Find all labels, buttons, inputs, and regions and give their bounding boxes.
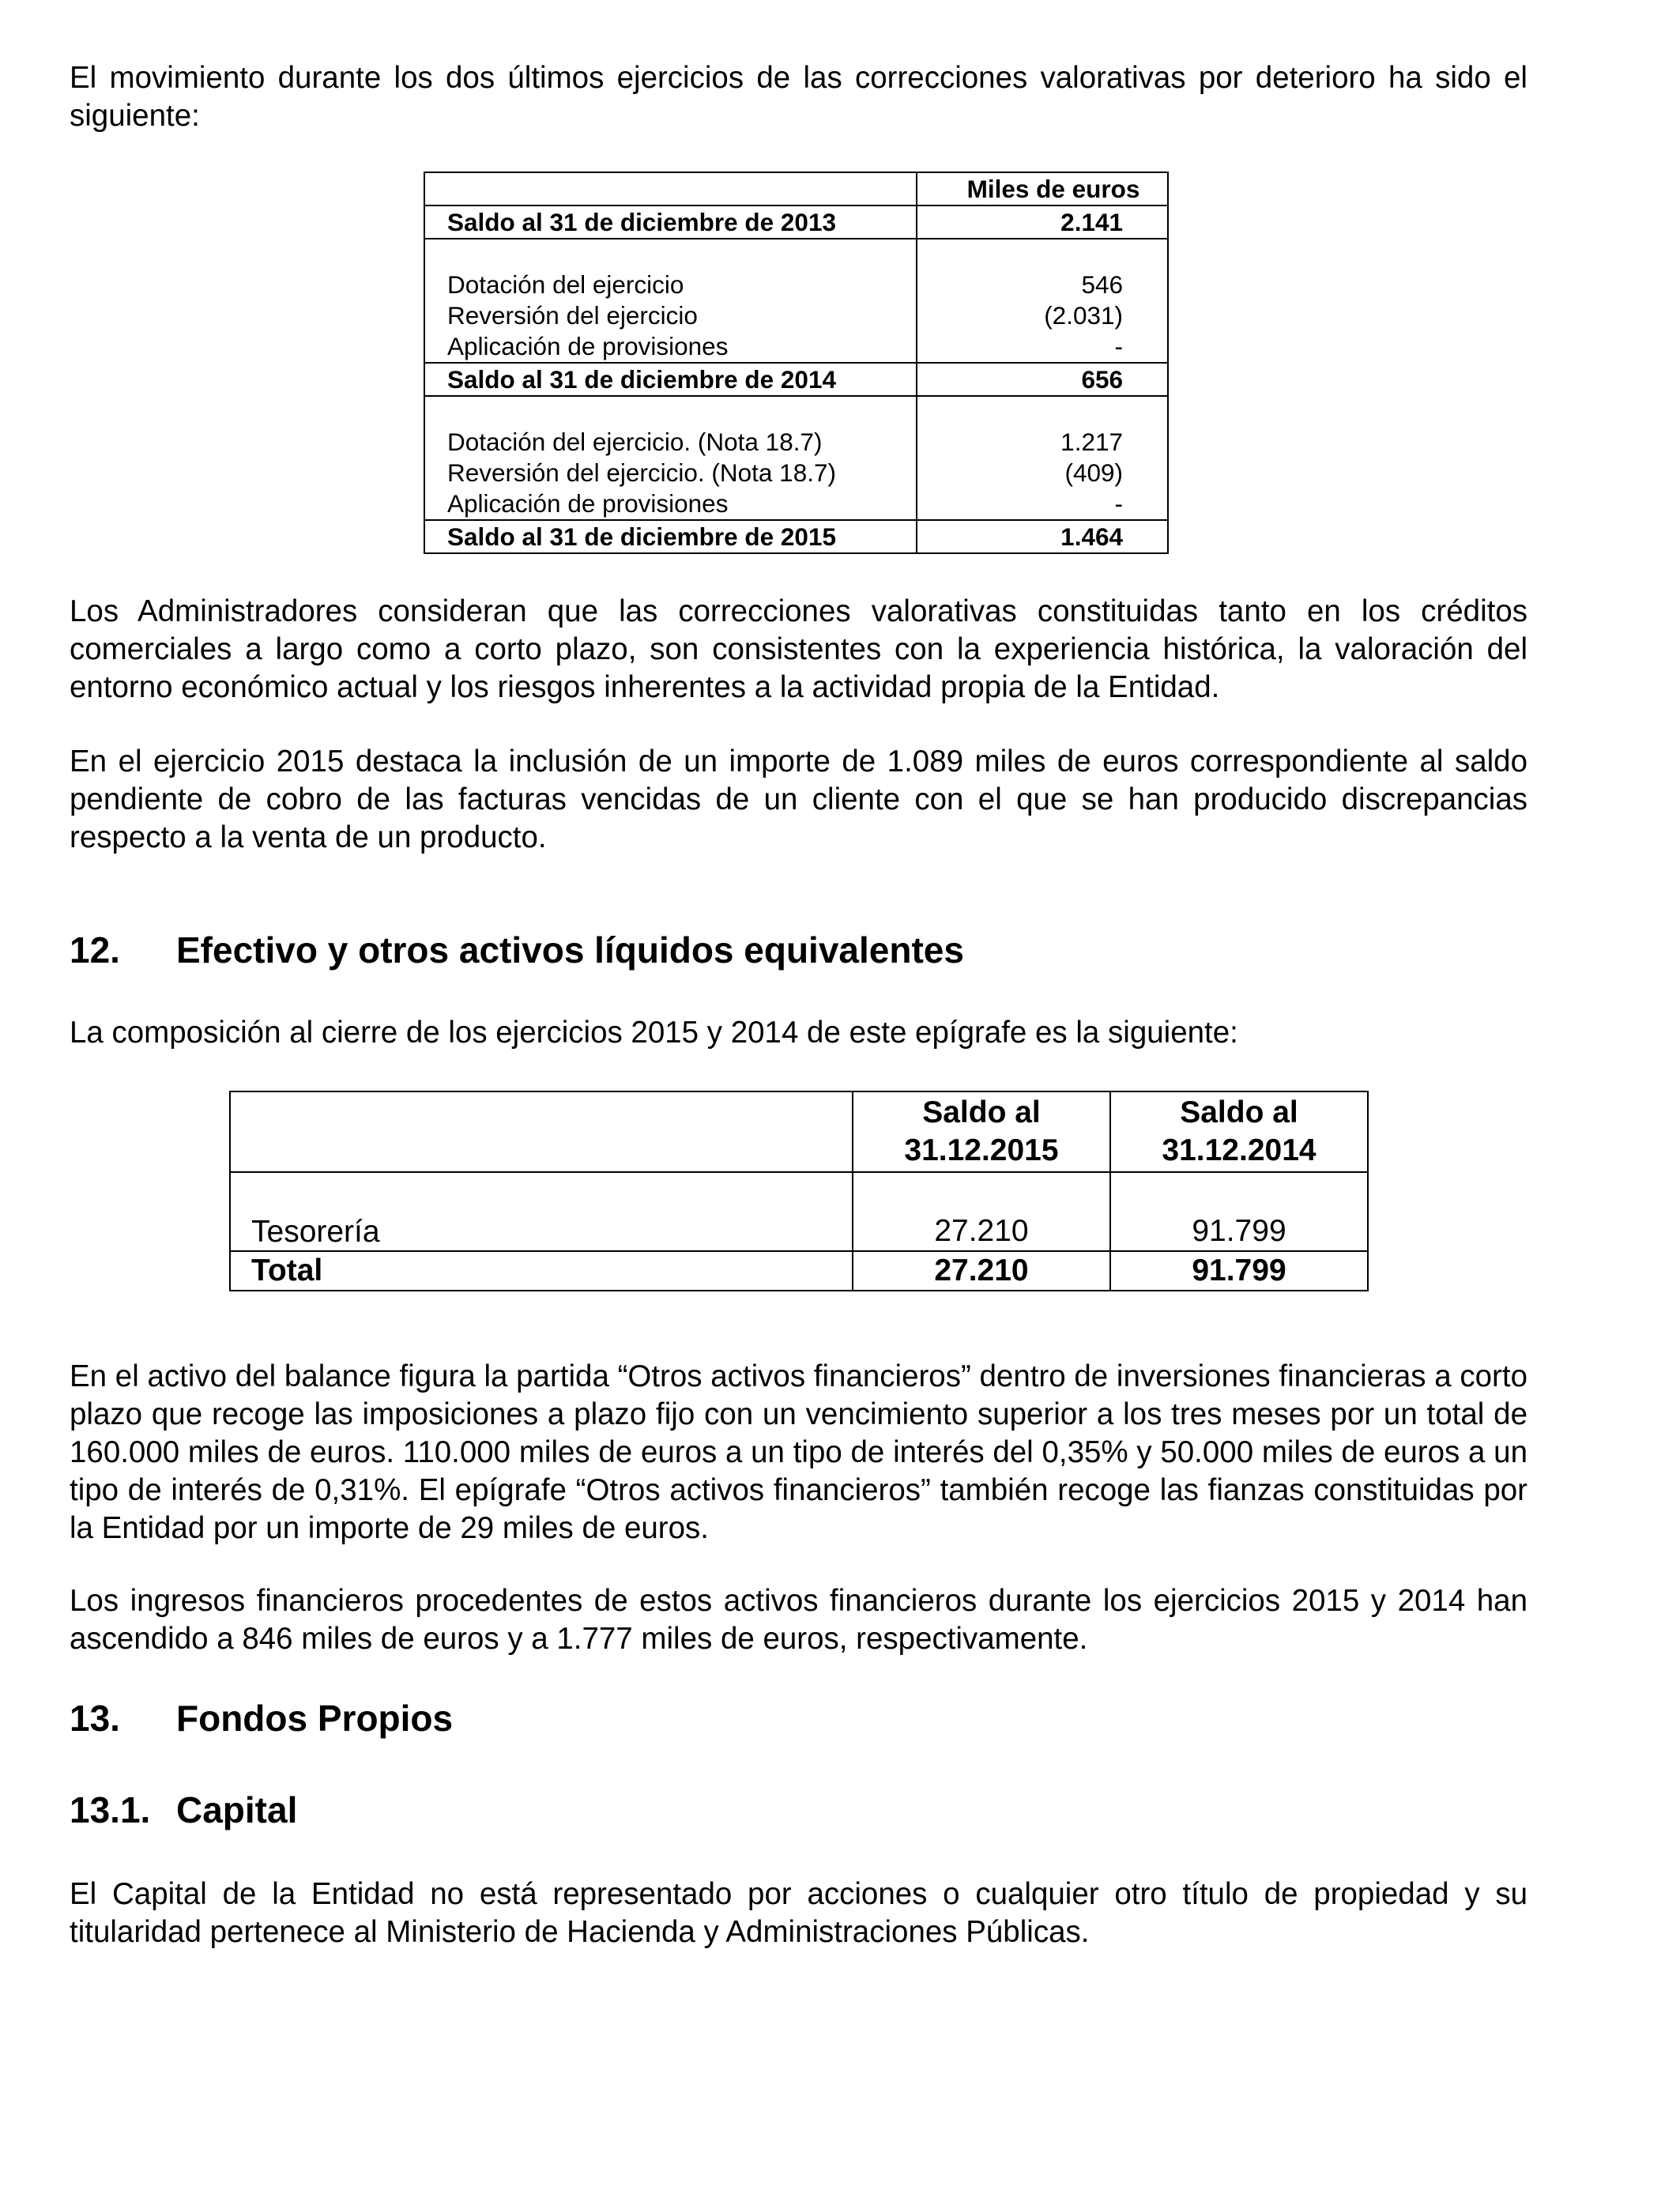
- table1-row-value: 546: [917, 270, 1168, 300]
- table1-row-value: 1.464: [917, 520, 1168, 553]
- section-title: Capital: [176, 1789, 298, 1830]
- cash-equivalents-table: [229, 1091, 1369, 1291]
- exercise-2015-paragraph: En el ejercicio 2015 destaca la inclusión de un importe de 1.089 miles de euros correspondiente al saldo pendiente de cobro de las facturas vencidas de un cliente con el que se han producido discrepancias respecto a la venta de un producto.: [70, 745, 1527, 854]
- section-number: 13.1.: [70, 1789, 151, 1830]
- table2-total-label: Total: [230, 1251, 853, 1291]
- section-number: 12.: [70, 929, 120, 971]
- section-title: Fondos Propios: [176, 1698, 454, 1739]
- table2-total-2015: 27.210: [853, 1251, 1110, 1291]
- intro-paragraph: El movimiento durante los dos últimos ejercicios de las correcciones valorativas por deterioro ha sido el siguiente:: [70, 61, 1527, 133]
- table1-row-value: 2.141: [917, 205, 1168, 239]
- header-line: 31.12.2015: [904, 1133, 1059, 1167]
- table2-header-2015: [853, 1091, 1110, 1172]
- table1-row-label: Saldo al 31 de diciembre de 2014: [424, 363, 917, 396]
- table2-row-value-2014: 91.799: [1110, 1172, 1368, 1251]
- composition-paragraph: La composición al cierre de los ejercicios 2015 y 2014 de este epígrafe es la siguiente:: [70, 1016, 1238, 1050]
- table1-row-label: Dotación del ejercicio. (Nota 18.7): [424, 427, 917, 458]
- section-13-1-heading: [70, 1788, 297, 1832]
- table1-row-label: Reversión del ejercicio. (Nota 18.7): [424, 458, 917, 488]
- table2-total-2014: 91.799: [1110, 1251, 1368, 1291]
- table1-row-label: Aplicación de provisiones: [424, 488, 917, 520]
- table1-row-value: (409): [917, 458, 1168, 488]
- table1-header-units: Miles de euros: [917, 172, 1168, 205]
- table1-row-label: Saldo al 31 de diciembre de 2015: [424, 520, 917, 553]
- table1-row-label: Dotación del ejercicio: [424, 270, 917, 300]
- table1-row-value: -: [917, 331, 1168, 363]
- table2-row-label: Tesorería: [230, 1172, 853, 1251]
- header-line: Saldo al: [922, 1095, 1041, 1129]
- table1-row-value: (2.031): [917, 300, 1168, 331]
- table2-header-2014: [1110, 1091, 1368, 1172]
- section-title: Efectivo y otros activos líquidos equivalentes: [176, 929, 964, 971]
- table2-header-blank: [230, 1091, 853, 1172]
- table1-row-label: Saldo al 31 de diciembre de 2013: [424, 205, 917, 239]
- table1-row-value: -: [917, 488, 1168, 520]
- section-13-heading: [70, 1696, 453, 1740]
- financial-income-paragraph: Los ingresos financieros procedentes de estos activos financieros durante los ejercicios 2015 y 2014 han ascendido a 846 miles de euros y a 1.777 miles de euros, respectivamente.: [70, 1584, 1527, 1656]
- table1-header-blank: [424, 172, 917, 205]
- impairment-movement-table: [424, 172, 1169, 554]
- table1-row-label: Reversión del ejercicio: [424, 300, 917, 331]
- header-line: 31.12.2014: [1162, 1133, 1317, 1167]
- table1-row-value: 1.217: [917, 427, 1168, 458]
- other-financial-assets-paragraph: En el activo del balance figura la partida “Otros activos financieros” dentro de inversiones financieras a corto plazo que recoge las imposiciones a plazo fijo con un vencimiento superior a los tres meses por un total de 160.000 miles de euros. 110.000 miles de euros a un tipo de interés del 0,35% y 50.000 miles de euros a un tipo de interés de 0,31%. El epígrafe “Otros activos financieros” también recoge las fianzas constituidas por la Entidad por un importe de 29 miles de euros.: [70, 1359, 1527, 1545]
- administrators-paragraph: Los Administradores consideran que las correcciones valorativas constituidas tanto en los créditos comerciales a largo como a corto plazo, son consistentes con la experiencia histórica, la valoración del entorno económico actual y los riesgos inherentes a la actividad propia de la Entidad.: [70, 594, 1527, 704]
- table2-row-value-2015: 27.210: [853, 1172, 1110, 1251]
- capital-paragraph: El Capital de la Entidad no está representado por acciones o cualquier otro título de propiedad y su titularidad pertenece al Ministerio de Hacienda y Administraciones Públicas.: [70, 1877, 1527, 1949]
- header-line: Saldo al: [1180, 1095, 1298, 1129]
- table1-row-label: Aplicación de provisiones: [424, 331, 917, 363]
- section-12-heading: [70, 928, 964, 972]
- section-number: 13.: [70, 1698, 120, 1739]
- table1-row-value: 656: [917, 363, 1168, 396]
